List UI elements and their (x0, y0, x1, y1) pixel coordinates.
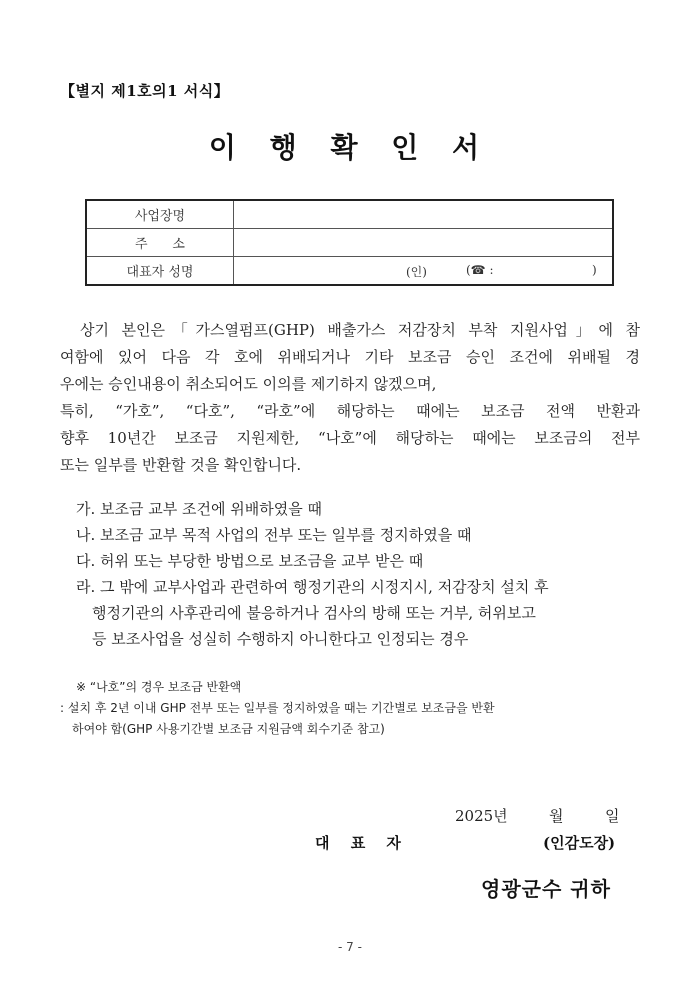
table-row-address (86, 229, 613, 257)
page-number: - 7 - (338, 940, 362, 954)
address-field[interactable] (234, 229, 614, 257)
paragraph-line: 상기 본인은「가스열펌프(GHP) 배출가스 저감장치 부착 지원사업」에 참 (80, 321, 640, 339)
paragraph-line: 우에는 승인내용이 취소되어도 이의를 제기하지 않겠으며, (60, 375, 437, 393)
date-day: 일 (605, 807, 620, 825)
paragraph-line: 향후 10년간 보조금 지원제한, “나호”에 해당하는 때에는 보조금의 전부 (60, 429, 640, 447)
note-line: 하여야 함(GHP 사용기간별 보조금 지원금액 회수기준 참고) (72, 722, 385, 736)
seal-mark: (인) (406, 265, 427, 279)
seal-stamp-label: (인감도장) (543, 834, 616, 852)
violation-items-list (76, 496, 636, 652)
business-name-label: 사업장명 (86, 200, 234, 229)
table-row-representative (86, 257, 613, 286)
paragraph-line: 여함에 있어 다음 각 호에 위배되거나 기타 보조금 승인 조건에 위배될 경 (60, 348, 640, 366)
list-item-ga: 가. 보조금 교부 조건에 위배하였을 때 (76, 500, 322, 518)
list-item-ra: 라. 그 밖에 교부사업과 관련하여 행정기관의 시정지시, 저감장치 설치 후 (76, 578, 549, 596)
paragraph-line: 특히, “가호”, “다호”, “라호”에 해당하는 때에는 보조금 전액 반환과 (60, 402, 640, 420)
representative-label: 대 표 자 (315, 834, 409, 852)
form-number-label: 【별지 제1호의1 서식】 (60, 82, 230, 100)
recipient: 영광군수 귀하 (481, 877, 611, 901)
document-title: 이 행 확 인 서 (208, 131, 492, 164)
date-month: 월 (549, 807, 564, 825)
address-label: 주 소 (86, 229, 234, 257)
refund-note (60, 677, 640, 740)
note-heading: ※ “나호”의 경우 보조금 반환액 (76, 680, 242, 694)
list-item-ra-cont: 등 보조사업을 성실히 수행하지 아니한다고 인정되는 경우 (92, 630, 469, 648)
applicant-info-table (85, 199, 614, 286)
phone-close: ) (592, 263, 597, 277)
note-line: : 설치 후 2년 이내 GHP 전부 또는 일부를 정지하였을 때는 기간별로 보조금을 반환 (60, 701, 495, 715)
list-item-da: 다. 허위 또는 부당한 방법으로 보조금을 교부 받은 때 (76, 552, 424, 570)
date-year: 2025년 (455, 807, 508, 825)
list-item-ra-cont: 행정기관의 사후관리에 불응하거나 검사의 방해 또는 거부, 허위보고 (92, 604, 536, 622)
business-name-field[interactable] (234, 200, 614, 229)
pledge-paragraph (60, 317, 640, 479)
representative-name-label: 대표자 성명 (86, 257, 234, 286)
paragraph-line: 또는 일부를 반환할 것을 확인합니다. (60, 456, 302, 474)
representative-name-field[interactable] (234, 257, 614, 286)
table-row-business-name (86, 200, 613, 229)
list-item-na: 나. 보조금 교부 목적 사업의 전부 또는 일부를 정지하였을 때 (76, 526, 472, 544)
phone-label: (☎ : (466, 263, 494, 277)
